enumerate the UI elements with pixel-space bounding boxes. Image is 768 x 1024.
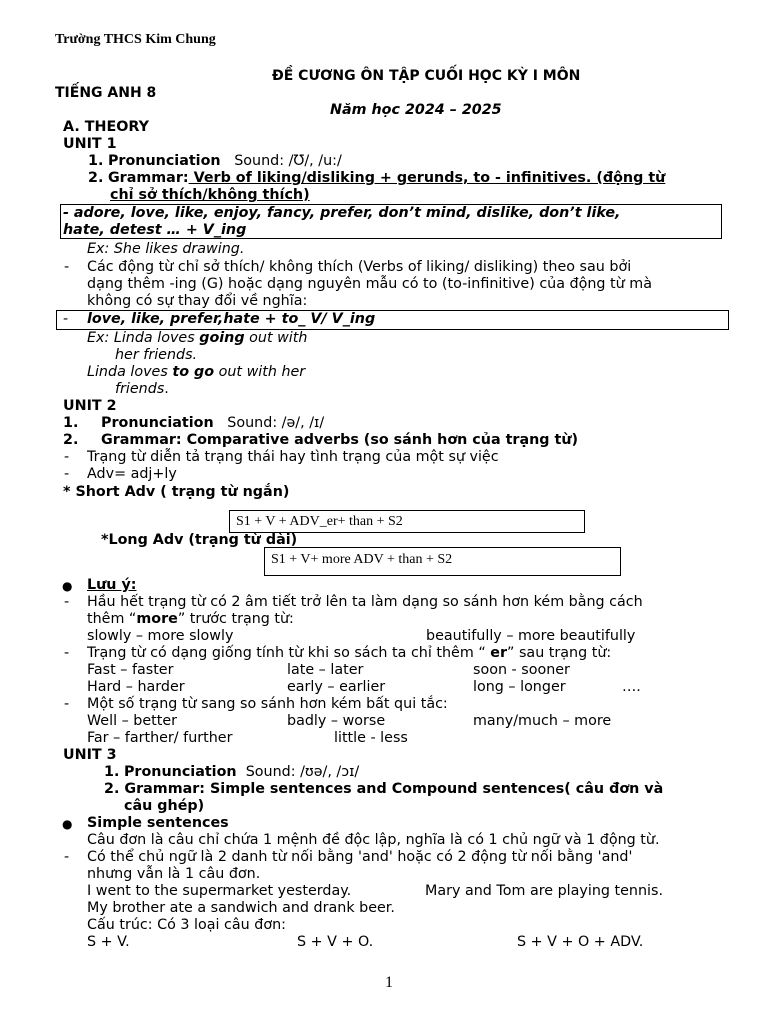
example-to-go — [87, 364, 305, 381]
example-to-go-part-c: out with her — [214, 364, 306, 380]
er-example: early – earlier — [287, 679, 386, 695]
simple-note-line2: nhưng vẫn là 1 câu đơn. — [87, 866, 261, 882]
simple-pattern: S + V + O. — [297, 934, 374, 950]
simple-structure-heading: Cấu trúc: Có 3 loại câu đơn: — [87, 917, 286, 933]
unit1-title: UNIT 1 — [63, 136, 117, 152]
unit2-pronunciation — [63, 415, 78, 432]
unit1-pronunciation — [88, 153, 342, 170]
unit2-grammar: Grammar: Comparative adverbs (so sánh hơn của trạng từ) — [101, 432, 579, 448]
bullet-dash: - — [64, 696, 70, 712]
simple-note-line1: Có thể chủ ngữ là 2 danh từ nối bằng 'and' hoặc có 2 động từ nối bằng 'and' — [87, 849, 633, 865]
unit1-p1-number: 1. — [88, 153, 104, 169]
unit2-title: UNIT 2 — [63, 398, 117, 414]
irregular-example: badly – worse — [287, 713, 386, 729]
unit3-p1-sound: Sound: /ʊə/, /ɔɪ/ — [245, 764, 360, 780]
unit1-p2-label: Grammar: — [107, 170, 189, 186]
simple-example: Mary and Tom are playing tennis. — [425, 883, 664, 899]
verbs-list-line2: hate, detest … + V_ing — [63, 222, 247, 238]
unit3-grammar — [104, 781, 663, 798]
verbs-list-line1: - adore, love, like, enjoy, fancy, prefer, don’t mind, dislike, don’t like, — [63, 205, 621, 221]
unit1-p2-topic-cont: chỉ sở thích/không thích) — [110, 187, 310, 203]
er-example: late – later — [287, 662, 364, 678]
more-rule-part-a: thêm “ — [87, 611, 137, 627]
unit3-p1-number: 1. — [104, 764, 120, 780]
bullet-dash: - — [64, 645, 70, 661]
more-rule-line2 — [87, 611, 294, 628]
unit1-p2-topic: Verb of liking/disliking + gerunds, to - infinitives. (động từ — [188, 170, 666, 186]
er-example-ellipsis: …. — [622, 679, 641, 695]
adv-formation: Adv= adj+ly — [87, 466, 177, 482]
unit3-grammar-cont: câu ghép) — [124, 798, 205, 814]
er-example: long – longer — [473, 679, 566, 695]
short-adv-heading: * Short Adv ( trạng từ ngắn) — [63, 484, 290, 500]
note-line2: dạng thêm -ing (G) hoặc dạng nguyên mẫu có to (to-infinitive) của động từ mà — [87, 276, 652, 292]
example-to-go-word: friends — [115, 381, 165, 397]
unit2-p1-sound: Sound: /ə/, /ɪ/ — [227, 415, 325, 431]
bullet-dash: - — [64, 259, 70, 275]
unit3-p1-label: Pronunciation — [123, 764, 237, 780]
section-heading-theory: A. THEORY — [63, 119, 149, 135]
simple-pattern: S + V. — [87, 934, 130, 950]
bullet-dot: ● — [62, 579, 73, 593]
example-drawing: Ex: She likes drawing. — [87, 241, 245, 257]
irregular-example: Far – farther/ further — [87, 730, 233, 746]
example-slowly: slowly – more slowly — [87, 628, 234, 644]
love-like-formula: love, like, prefer,hate + to_ V/ V_ing — [87, 311, 376, 327]
example-going-line2: her friends. — [115, 347, 198, 363]
unit3-title: UNIT 3 — [63, 747, 117, 763]
bullet-dash: - — [64, 449, 70, 465]
example-to-go-bold: to go — [172, 364, 215, 380]
simple-sentence-definition: Câu đơn là câu chỉ chứa 1 mệnh đề độc lập, nghĩa là có 1 chủ ngữ và 1 động từ. — [87, 832, 660, 848]
example-beautifully: beautifully – more beautifully — [426, 628, 636, 644]
simple-example: My brother ate a sandwich and drank beer. — [87, 900, 395, 916]
simple-example: I went to the supermarket yesterday. — [87, 883, 352, 899]
page-number: 1 — [385, 974, 393, 991]
note-title: Lưu ý: — [87, 577, 137, 593]
unit3-pronunciation — [104, 764, 359, 781]
long-adv-heading: *Long Adv (trạng từ dài) — [101, 532, 298, 548]
document-title: ĐỀ CƯƠNG ÔN TẬP CUỐI HỌC KỲ I MÔN — [272, 68, 581, 84]
er-example: Fast – faster — [87, 662, 174, 678]
er-rule-part-a: Trạng từ có dạng giống tính từ khi so sách ta chỉ thêm “ — [87, 645, 491, 661]
unit1-p1-sound: Sound: /Ʊ/, /u:/ — [234, 153, 342, 169]
simple-sentences-title: Simple sentences — [87, 815, 229, 831]
bullet-dash: - — [64, 466, 70, 482]
unit1-grammar — [88, 170, 665, 187]
example-going-part-a: Ex: Linda loves — [87, 330, 200, 346]
school-year: Năm học 2024 – 2025 — [330, 102, 502, 118]
example-going — [87, 330, 307, 347]
irregular-example: many/much – more — [473, 713, 612, 729]
example-going-part-c: out with — [244, 330, 308, 346]
example-to-go-period: . — [164, 381, 169, 397]
short-adv-formula: S1 + V + ADV_er+ than + S2 — [236, 514, 403, 529]
irregular-rule: Một số trạng từ sang so sánh hơn kém bất qui tắc: — [87, 696, 448, 712]
bullet-dash: - — [64, 594, 70, 610]
example-to-go-line2 — [115, 381, 169, 398]
adv-definition: Trạng từ diễn tả trạng thái hay tình trạng của một sự việc — [87, 449, 499, 465]
er-rule — [87, 645, 611, 662]
subject-title: TIẾNG ANH 8 — [55, 85, 157, 101]
school-name: Trường THCS Kim Chung — [55, 32, 216, 47]
unit3-p2-number: 2. — [104, 781, 120, 797]
long-adv-formula: S1 + V+ more ADV + than + S2 — [271, 552, 453, 567]
unit2-p1 — [101, 415, 324, 432]
er-example: Hard – harder — [87, 679, 185, 695]
unit1-p2-number: 2. — [88, 170, 104, 186]
love-like-dash: - — [63, 311, 69, 327]
more-rule-line1: Hầu hết trạng từ có 2 âm tiết trở lên ta làm dạng so sánh hơn kém bằng cách — [87, 594, 643, 610]
more-rule-bold: more — [136, 611, 178, 627]
example-to-go-part-a: Linda loves — [87, 364, 173, 380]
unit1-p1-label: Pronunciation — [107, 153, 221, 169]
unit3-p2-label: Grammar: Simple sentences and Compound sentences( câu đơn và — [124, 781, 664, 797]
unit2-p1-number: 1. — [63, 415, 79, 431]
er-rule-part-c: ” sau trạng từ: — [507, 645, 612, 661]
irregular-example: little - less — [334, 730, 408, 746]
example-going-bold: going — [199, 330, 245, 346]
simple-pattern: S + V + O + ADV. — [517, 934, 644, 950]
er-example: soon - sooner — [473, 662, 570, 678]
irregular-example: Well – better — [87, 713, 178, 729]
er-rule-bold: er — [490, 645, 508, 661]
bullet-dash: - — [64, 849, 70, 865]
note-line1: Các động từ chỉ sở thích/ không thích (Verbs of liking/ disliking) theo sau bởi — [87, 259, 632, 275]
bullet-dot: ● — [62, 817, 73, 831]
unit2-p1-label: Pronunciation — [101, 415, 214, 431]
unit2-p2-number: 2. — [63, 432, 79, 448]
note-line3: không có sự thay đổi về nghĩa: — [87, 293, 308, 309]
more-rule-part-c: ” trước trạng từ: — [177, 611, 294, 627]
